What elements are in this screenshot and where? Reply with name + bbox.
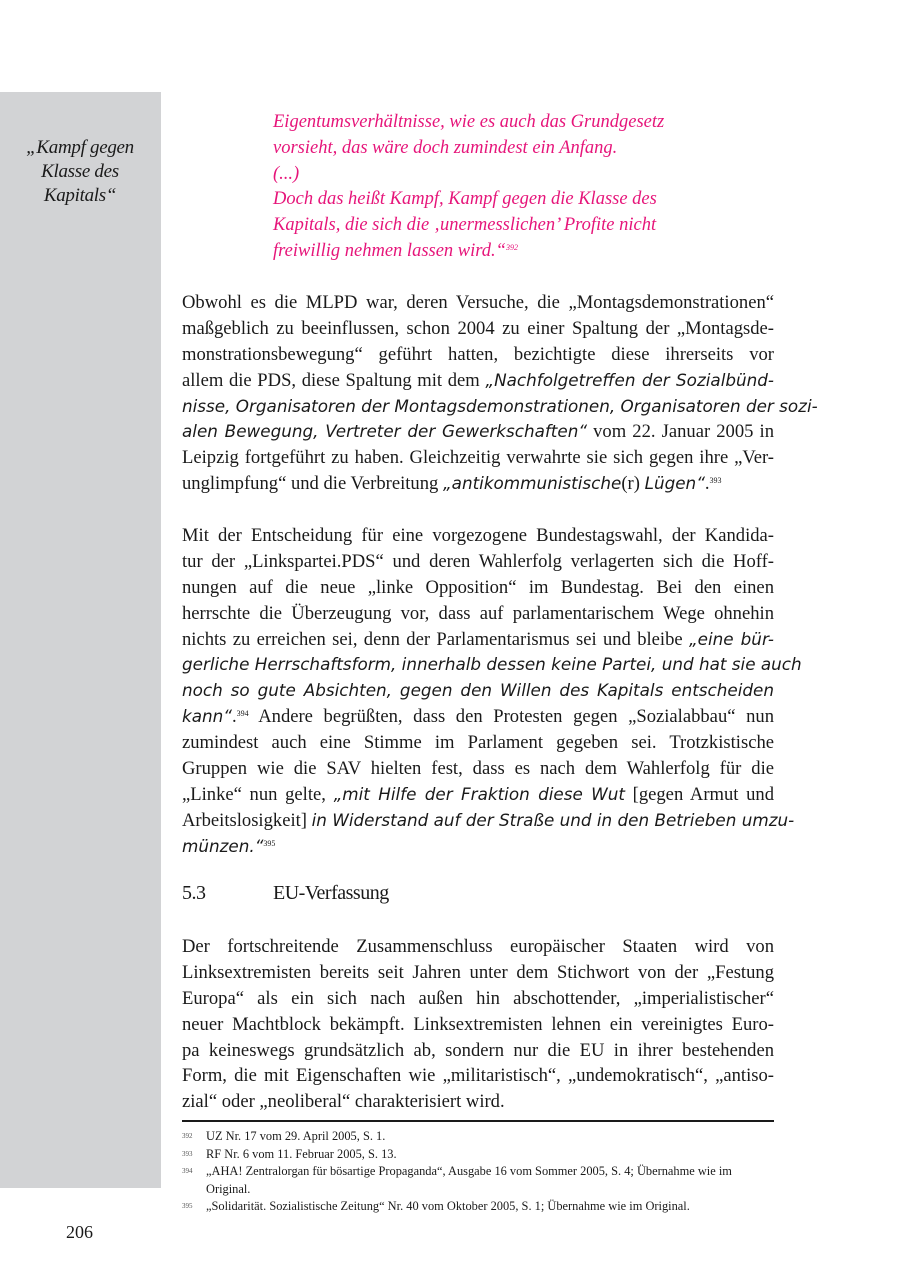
footnotes	[182, 1128, 774, 1216]
margin-heading: „Kampf gegen Klasse des Kapitals“	[26, 137, 134, 206]
paragraph-1: Obwohl es die MLPD war, deren Versuche, die „Montagsdemonstrationen“ maßgeblich zu beeinflussen, schon 2004 zu einer Spaltung der „Montagsde- monstrationsbewegung“ geführt hatten, bezichtigte diese ihrerseits vor allem die PDS, diese Spaltung mit dem „Nachfolgetreffen der Sozialbünd- nisse, Organisatoren der Montagsdemonstrationen, Organisatoren der sozi- alen Bewegung, Vertreter der Gewerkschaften“ vom 22. Januar 2005 in Leipzig fortgeführt zu haben. Gleichzeitig verwahrte sie sich gegen ihre „Ver- unglimpfung“ und die Verbreitung „antikommunistische(r) Lügen“.$^{393}$	[182, 292, 818, 495]
footnote: 392 UZ Nr. 17 vom 29. April 2005, S. 1.	[182, 1129, 386, 1143]
footnote-ref[interactable]: 394	[236, 709, 249, 719]
footnote: 393 RF Nr. 6 vom 11. Februar 2005, S. 13.	[182, 1146, 397, 1161]
footnote-divider	[182, 1120, 774, 1122]
footnote-ref[interactable]: 392	[505, 242, 518, 252]
section-title: EU-Verfassung	[273, 882, 389, 904]
footnote-ref[interactable]: 395	[263, 838, 276, 848]
quote-line: Eigentumsverhältnisse, wie es auch das Grundgesetz	[273, 112, 665, 132]
quote-line: (...)	[273, 163, 300, 184]
page-number: 206	[66, 1222, 93, 1242]
quote-line: vorsieht, das wäre doch zumindest ein Anfang.	[273, 137, 618, 158]
block-quote	[273, 110, 713, 265]
quote-line: Doch das heißt Kampf, Kampf gegen die Klasse des	[273, 189, 657, 210]
footnote: 394 „AHA! Zentralorgan für bösartige Propaganda“, Ausgabe 16 vom Sommer 2005, S. 4; Übernahme wie im Original.	[182, 1164, 732, 1196]
paragraph-2: Mit der Entscheidung für eine vorgezogene Bundestagswahl, der Kandida- tur der „Linkspartei.PDS“ und deren Wahlerfolg verlagerten sich die Hoff- nungen auf die neue „linke Opposition“ im Bundestag. Bei den einen herrschte die Überzeugung vor, dass auf parlamentarischem Wege ohnehin nichts zu erreichen sei, denn der Parlamentarismus sei und bleibe „eine bür- gerliche Herrschaftsform, innerhalb dessen keine Partei, und hat sie auch noch so gute Absichten, gegen den Willen des Kapitals entscheiden kann“.$^{394}$ Andere begrüßten, dass den Protesten gegen „Sozialabbau“ nun zumindest auch eine Stimme im Parlament gegeben sei. Trotzkistische Gruppen wie die SAV hielten fest, dass es nach dem Wahlerfolg für die „Linke“ nun gelte, „mit Hilfe der Fraktion diese Wut [gegen Armut und Arbeitslosigkeit] in Widerstand auf der Straße und in den Betrieben umzu- münzen.“$^{395}$	[182, 525, 802, 856]
quote-line: freiwillig nehmen lassen wird.“$^{392}$	[273, 240, 518, 261]
footnote: 395 „Solidarität. Sozialistische Zeitung“ Nr. 40 vom Oktober 2005, S. 1; Übernahme wie im Original.	[182, 1199, 690, 1213]
margin-sidebar	[0, 92, 161, 1188]
section-number: 5.3	[182, 882, 206, 904]
quote-line: Kapitals, die sich die ‚unermesslichen’ Profite nicht	[273, 215, 657, 236]
footnote-ref[interactable]: 393	[709, 476, 722, 486]
section-heading	[182, 882, 389, 905]
paragraph-3: Der fortschreitende Zusammenschluss europäischer Staaten wird von Linksextremisten bereits seit Jahren unter dem Stichwort von der „Festung Europa“ als ein sich nach außen hin abschottender, „imperialistischer“ neuer Machtblock bekämpft. Linksextremisten lehnen ein vereinigtes Euro- pa keineswegs grundsätzlich ab, sondern nur die EU in ihrer bestehenden Form, die mit Eigenschaften wie „militaristisch“, „undemokratisch“, „antiso- zial“ oder „neoliberal“ charakterisiert wird.	[182, 936, 774, 1113]
